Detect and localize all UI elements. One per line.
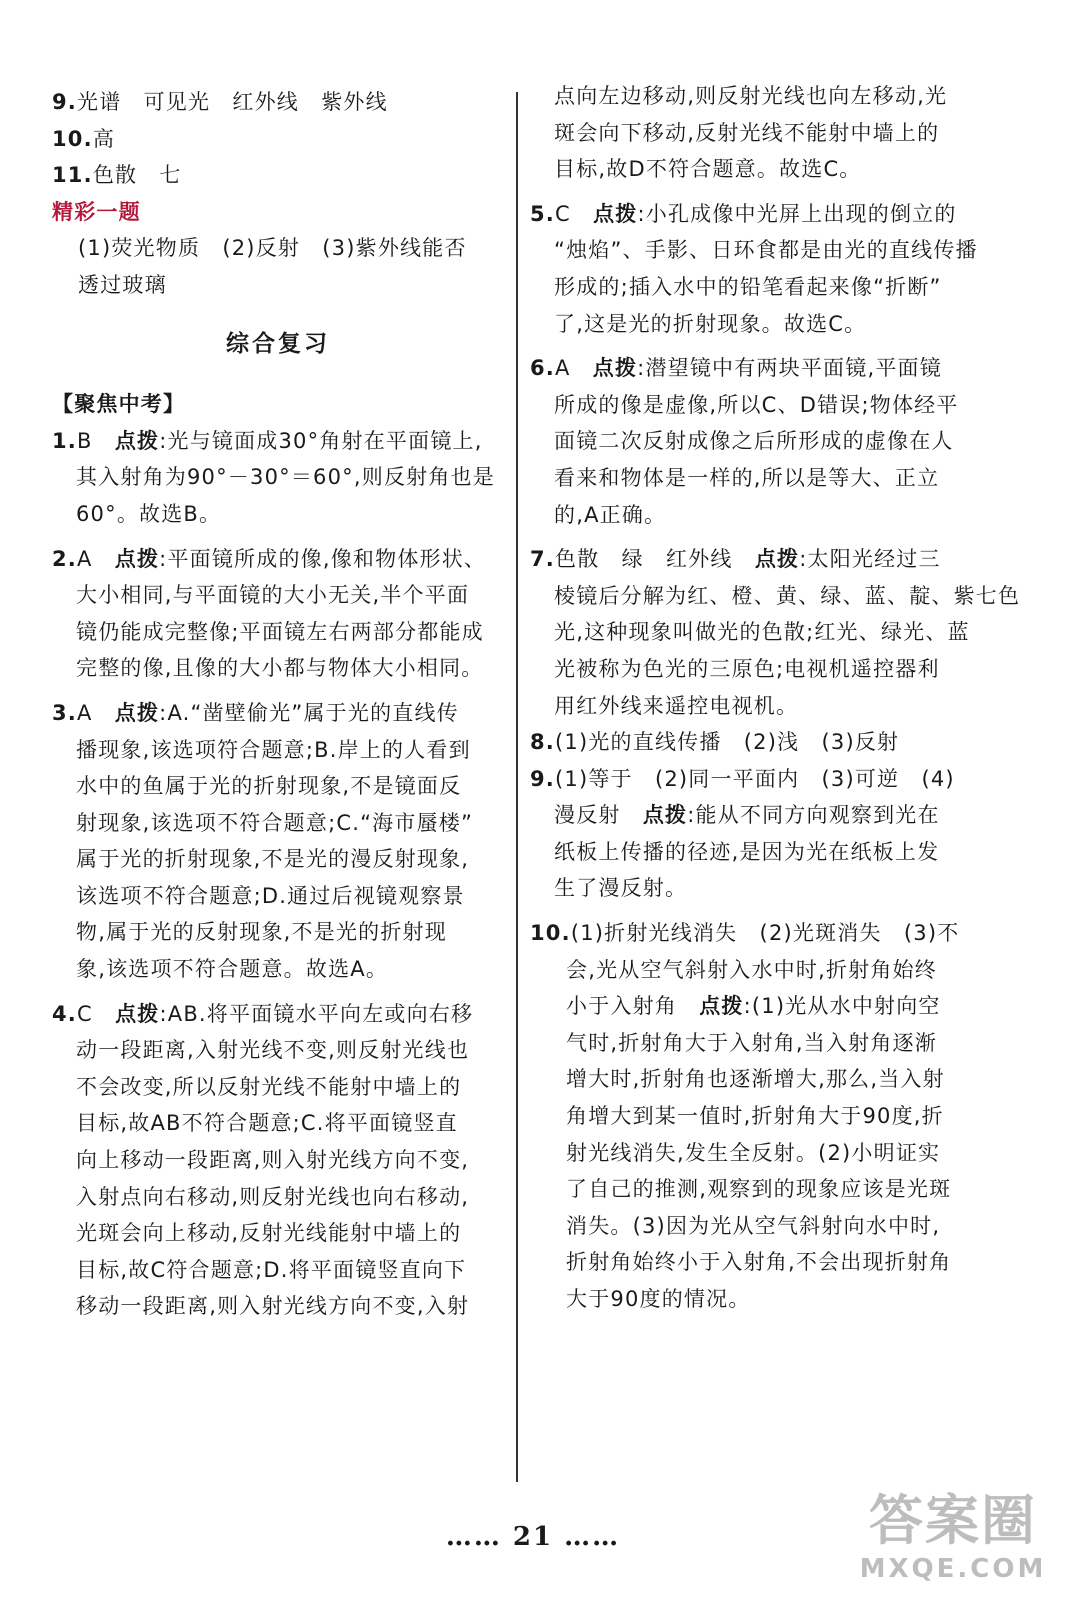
answer-10: 10.高	[52, 126, 116, 151]
focus-answer-2: 2.A 点拨:平面镜所成的像,像和物体形状、 大小相同,与平面镜的大小无关,半个平面 镜仍能成完整像;平面镜左右两部分都能成 完整的像,且像的大小都与物体大小相同。	[52, 546, 487, 681]
section-title: 综合复习	[226, 330, 330, 357]
right-column	[530, 78, 1021, 1318]
focus-answer-5: 5.C 点拨:小孔成像中光屏上出现的倒立的 “烛焰”、手影、日环食都是由光的直线传播 形成的;插入水中的铅笔看起来像“折断” 了,这是光的折射现象。故选C。	[530, 201, 978, 336]
column-divider	[516, 92, 518, 1482]
watermark-mark: 答案圈	[869, 1489, 1037, 1552]
focus-answer-1: 1.B 点拨:光与镜面成30°角射在平面镜上, 其入射角为90°－30°＝60°,则反射角也是 60°。故选B。	[52, 428, 495, 526]
watermark-logo	[858, 1488, 1048, 1592]
jingcai-heading: 精彩一题	[52, 199, 141, 224]
page-number: …… 21 ……	[445, 1522, 621, 1552]
jingcai-line: (1)荧光物质 (2)反射 (3)紫外线能否	[78, 236, 467, 261]
focus-answer-9: 9.(1)等于 (2)同一平面内 (3)可逆 (4) 漫反射 点拨:能从不同方向观察到光在 纸板上传播的径迹,是因为光在纸板上发 生了漫反射。	[530, 766, 955, 901]
focus-answer-4: 4.C 点拨:AB.将平面镜水平向左或向右移 动一段距离,入射光线不变,则反射光线也 不会改变,所以反射光线不能射中墙上的 目标,故AB不符合题意;C.将平面镜竖直 向上移动一段距离,则入射光线方向不变, 入射点向右移动,则反射光线也向右移动, 光斑会向上移动,反射光线能射中墙上的 目标,故C符合题意;D.将平面镜竖直向下 移动一段距离,则入射光线方向不变,入射	[52, 1001, 474, 1319]
left-column	[52, 84, 504, 1325]
focus-answer-3: 3.A 点拨:A.“凿壁偷光”属于光的直线传 播现象,该选项符合题意;B.岸上的人看到 水中的鱼属于光的折射现象,不是镜面反 射现象,该选项不符合题意;C.“海市蜃楼” 属于光的折射现象,不是光的漫反射现象, 该选项不符合题意;D.通过后视镜观察景 物,属于光的反射现象,不是光的折射现 象,该选项不符合题意。故选A。	[52, 700, 474, 982]
focus-answer-10: 10.(1)折射光线消失 (2)光斑消失 (3)不 会,光从空气斜射入水中时,折射角始终 小于入射角 点拨:(1)光从水中射向空 气时,折射角大于入射角,当入射角逐渐 增大时,折射角也逐渐增大,那么,当入射 角增大到某一值时,折射角大于90度,折 射光线消失,发生全反射。(2)小明证实 了自己的推测,观察到的现象应该是光斑 消失。(3)因为光从空气斜射向水中时, 折射角始终小于入射角,不会出现折射角 大于90度的情况。	[530, 921, 960, 1311]
focus-answer-7: 7.色散 绿 红外线 点拨:太阳光经过三 棱镜后分解为红、橙、黄、绿、蓝、靛、紫七色 光,这种现象叫做光的色散;红光、绿光、蓝 光被称为色光的三原色;电视机遥控器利 用红外线来遥控电视机。	[530, 547, 1021, 718]
answer-9: 9.光谱 可见光 红外线 紫外线	[52, 90, 388, 114]
focus-answer-6: 6.A 点拨:潜望镜中有两块平面镜,平面镜 所成的像是虚像,所以C、D错误;物体经平 面镜二次反射成像之后所形成的虚像在人 看来和物体是一样的,所以是等大、正立 的,A正确。	[530, 356, 959, 527]
focus-heading: 【聚焦中考】	[52, 392, 186, 417]
focus-answer-8: 8.(1)光的直线传播 (2)浅 (3)反射	[530, 730, 900, 755]
focus-answer-4-continued: 点向左边移动,则反射光线也向左移动,光 斑会向下移动,反射光线不能射中墙上的 目标,故D不符合题意。故选C。	[554, 84, 948, 182]
watermark-url: MXQE.COM	[859, 1554, 1047, 1584]
answer-11: 11.色散 七	[52, 163, 182, 188]
jingcai-line: 透过玻璃	[78, 272, 167, 297]
